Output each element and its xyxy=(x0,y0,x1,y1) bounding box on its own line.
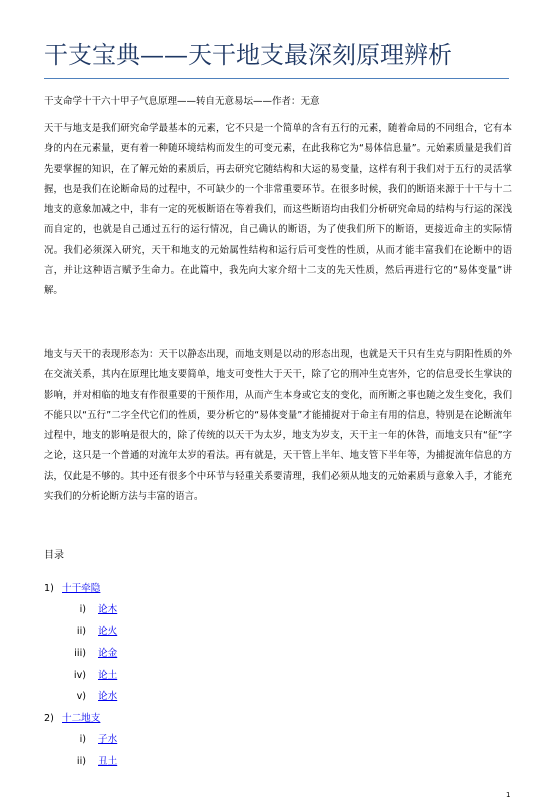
toc-link[interactable]: 论火 xyxy=(98,626,118,637)
toc-item xyxy=(66,646,117,662)
toc-link[interactable]: 论水 xyxy=(98,691,118,702)
toc-link[interactable]: 论木 xyxy=(98,604,118,615)
toc-item xyxy=(66,602,117,618)
toc-link[interactable]: 丑土 xyxy=(98,756,118,767)
toc-number: iv) xyxy=(73,670,86,681)
toc-link[interactable]: 论金 xyxy=(98,648,118,659)
toc-link[interactable]: 论土 xyxy=(98,670,118,681)
title-underline xyxy=(44,78,509,79)
toc-item xyxy=(66,624,117,640)
toc-link[interactable]: 子水 xyxy=(98,734,118,745)
toc-number: 2) xyxy=(44,713,54,724)
toc-item xyxy=(66,732,117,748)
toc-item xyxy=(44,581,100,597)
toc-number: ii) xyxy=(76,756,86,767)
toc-link[interactable]: 十干牵隐 xyxy=(62,583,101,594)
toc-item xyxy=(66,668,117,684)
toc-number: v) xyxy=(76,691,86,702)
paragraph-2: 地支与天干的表现形态为：天干以静态出现，而地支则是以动的形态出现，也就是天干只有生克与阴阳性质的外在交流关系，其内在原理比地支要简单，地支可变性大于天干，除了它的刑冲生克害外，它的信息受长生掌诀的影响，并对相临的地支有作很重要的干预作用，从而产生本身或它支的变化，而所断之事也随之发生变化，我们不能只以“五行”二字全代它们的性质，要分析它的“易体变量”才能捕捉对于命主有用的信息，特别是在论断流年过程中，地支的影响是很大的，除了传统的以天干为太岁，地支为岁支，天干主一年的休咎，而地支只有“征”字之论，这只是一个普通的对流年太岁的看法。再有就是，天干管上半年、地支管下半年等，为捕捉流年信息的方法，仅此是不够的。其中还有很多个中环节与轻重关系要清理，我们必须从地支的元始素质与意象入手，才能充实我们的分析论断方法与丰富的语言。 xyxy=(44,349,512,503)
page-number: 1 xyxy=(506,791,511,799)
toc-number: ii) xyxy=(76,626,86,637)
toc-number: 1) xyxy=(44,583,54,594)
toc-number: i) xyxy=(79,734,86,745)
paragraph-1: 天干与地支是我们研究命学最基本的元素，它不只是一个简单的含有五行的元素，随着命局的不同组合，它有本身的内在元素量，更有着一种随环境结构而发生的可变元素，在此我称它为“易体信息量”。元始素质量是我们首先要掌握的知识，在了解元始的素质后，再去研究它随结构和大运的易变量，这样有利于我们对于五行的灵活掌握，也是我们在论断命局的过程中，不可缺少的一个非常重要环节。在很多时候，我们的断语来源于十干与十二地支的意象加减之中，非有一定的死板断语在等着我们，而这些断语均由我们分析研究命局的结构与行运的深浅而自定的，也就是自己通过五行的运行情况，自己确认的断语，为了使我们所下的断语，更接近命主的实际情况。我们必须深入研究，天干和地支的元始属性结构和运行后可变性的性质，从而才能丰富我们在论断中的语言，并让这种语言赋予生命力。在此篇中，我先向大家介绍十二支的先天性质，然后再进行它的“易体变量”讲解。 xyxy=(44,123,512,297)
toc-link[interactable]: 十二地支 xyxy=(62,713,101,724)
toc-number: iii) xyxy=(74,648,86,659)
toc-item xyxy=(44,711,100,727)
toc-item xyxy=(66,754,117,770)
toc-item xyxy=(66,689,117,705)
toc-number: i) xyxy=(79,604,86,615)
toc-heading: 目录 xyxy=(44,550,64,561)
document-title: 干支宝典——天干地支最深刻原理辨析 xyxy=(44,41,452,69)
document-subtitle: 干支命学十干六十甲子气息原理——转自无意易坛——作者：无意 xyxy=(44,96,320,107)
